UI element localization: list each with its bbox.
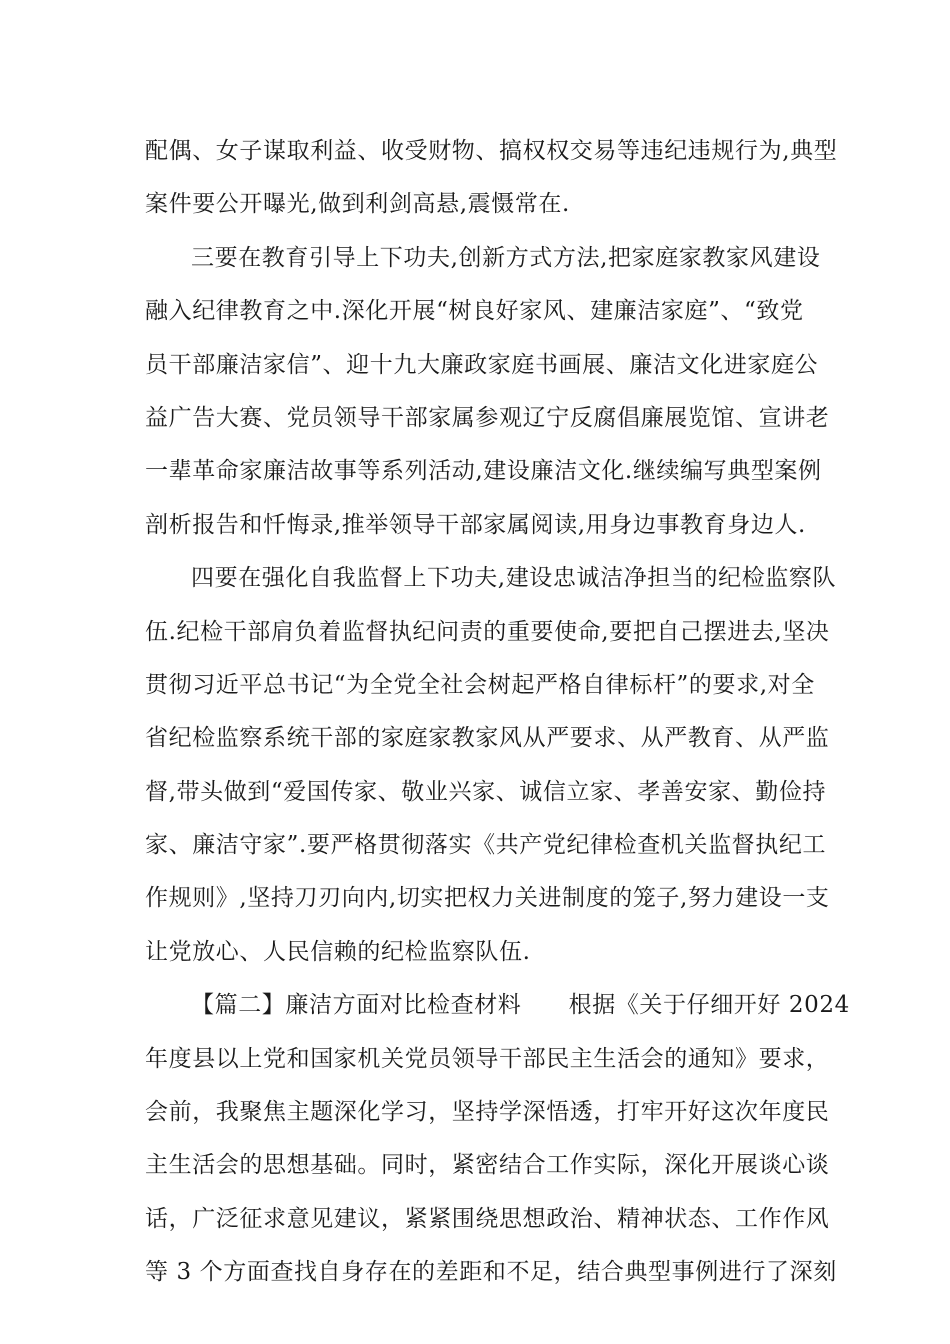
- text-line: 作规则》,坚持刀刃向内,切实把权力关进制度的笼子,努力建设一支: [145, 885, 830, 912]
- text-line: 一辈革命家廉洁故事等系列活动,建设廉洁文化.继续编写典型案例: [145, 458, 822, 485]
- text-line: 伍.纪检干部肩负着监督执纪问责的重要使命,要把自己摆进去,坚决: [145, 618, 830, 645]
- text-line: 等 3 个方面查找自身存在的差距和不足，结合典型事例进行了深刻: [145, 1259, 837, 1286]
- paragraph-start-line: 三要在教育引导上下功夫,创新方式方法,把家庭家教家风建设: [191, 244, 821, 271]
- text-line: 贯彻习近平总书记“为全党全社会树起严格自律标杆”的要求,对全: [145, 671, 815, 698]
- text-line: 益广告大赛、党员领导干部家属参观辽宁反腐倡廉展览馆、宣讲老: [145, 404, 830, 431]
- text-line: 配偶、女子谋取利益、收受财物、搞权权交易等违纪违规行为,典型: [145, 138, 838, 164]
- document-body: [145, 125, 850, 1300]
- paragraph-start-line: 四要在强化自我监督上下功夫,建设忠诚洁净担当的纪检监察队: [191, 565, 837, 592]
- text-line: 话，广泛征求意见建议，紧紧围绕思想政治、精神状态、工作作风: [145, 1205, 830, 1232]
- text-line: 家、廉洁守家”.要严格贯彻落实《共产党纪律检查机关监督执纪工: [145, 832, 827, 859]
- text-line: 主生活会的思想基础。同时，紧密结合工作实际，深化开展谈心谈: [145, 1152, 830, 1179]
- text-line: 会前，我聚焦主题深化学习，坚持学深悟透，打牢开好这次年度民: [145, 1099, 830, 1126]
- text-line: 员干部廉洁家信”、迎十九大廉政家庭书画展、廉洁文化进家庭公: [145, 351, 819, 378]
- text-line: 督,带头做到“爱国传家、敬业兴家、诚信立家、孝善安家、勤俭持: [145, 778, 827, 805]
- text-line: 让党放心、人民信赖的纪检监察队伍.: [145, 938, 531, 965]
- text-line: 年度县以上党和国家机关党员领导干部民主生活会的通知》要求，: [145, 1045, 830, 1072]
- text-line: 案件要公开曝光,做到利剑高悬,震慑常在.: [145, 191, 570, 218]
- text-line: 融入纪律教育之中.深化开展“树良好家风、建廉洁家庭”、“致党: [145, 298, 804, 325]
- text-line: 省纪检监察系统干部的家庭家教家风从严要求、从严教育、从严监: [145, 725, 830, 752]
- section-heading-line: 【篇二】廉洁方面对比检查材料 根据《关于仔细开好 2024: [191, 992, 850, 1019]
- text-line: 剖析报告和忏悔录,推举领导干部家属阅读,用身边事教育身边人.: [145, 511, 806, 538]
